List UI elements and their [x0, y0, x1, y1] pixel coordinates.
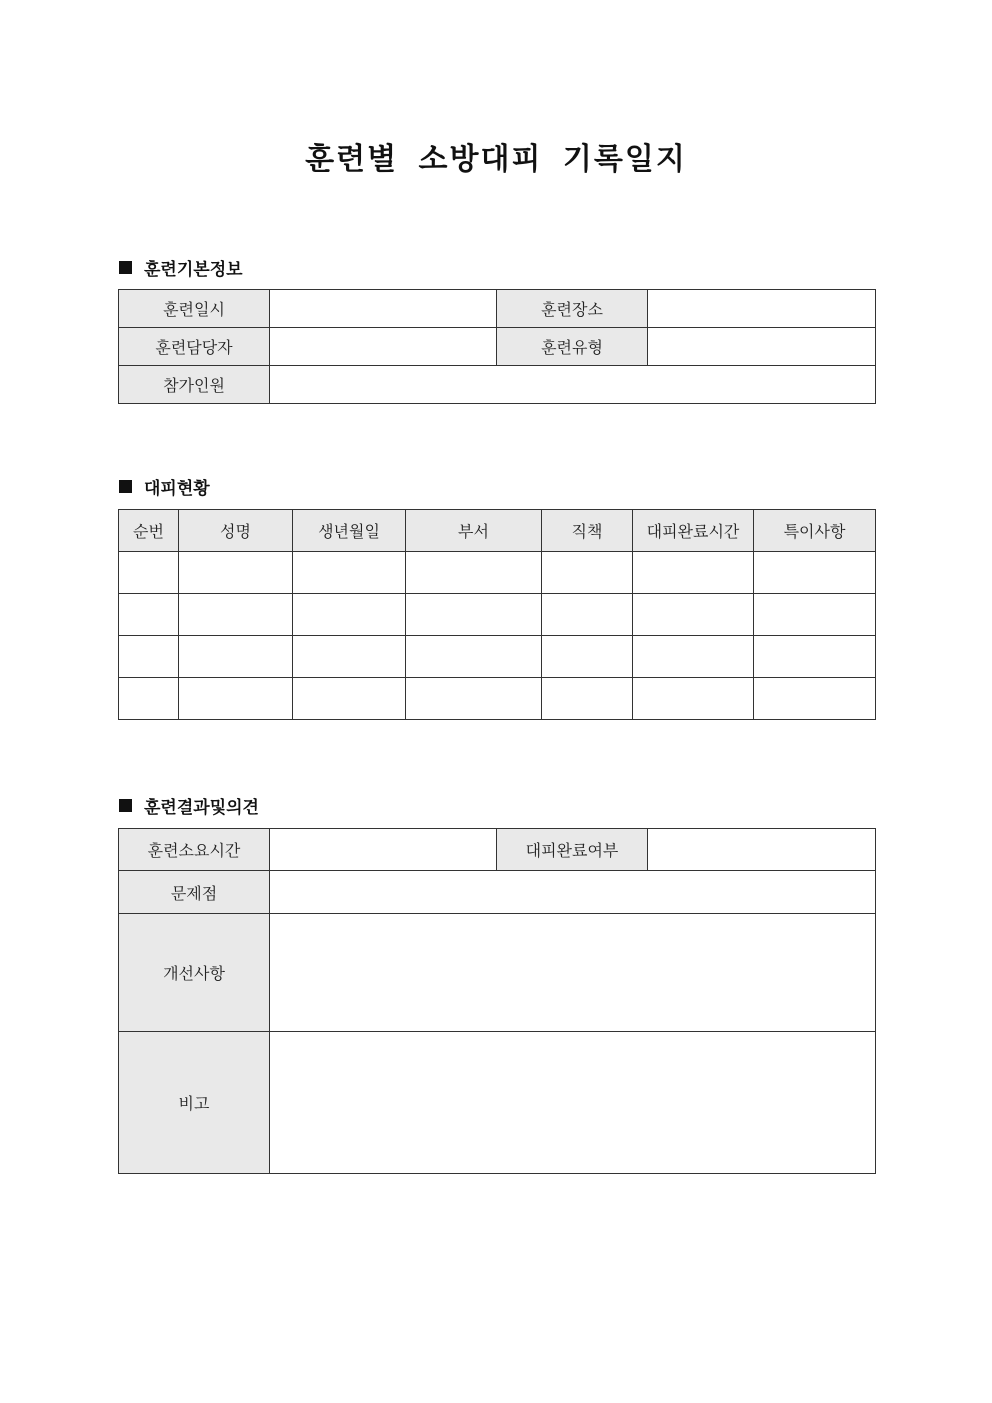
- column-header-position: 직책: [542, 510, 633, 552]
- training-place-label: 훈련장소: [497, 290, 648, 328]
- column-header-name: 성명: [179, 510, 293, 552]
- participants-label: 참가인원: [119, 366, 270, 404]
- evacuation-table: [118, 509, 876, 720]
- training-date-label: 훈련일시: [119, 290, 270, 328]
- table-cell[interactable]: [633, 678, 754, 720]
- training-date-field[interactable]: [270, 290, 497, 328]
- column-header-no: 순번: [119, 510, 179, 552]
- table-cell[interactable]: [293, 636, 406, 678]
- participants-field[interactable]: [270, 366, 876, 404]
- training-duration-label: 훈련소요시간: [119, 829, 270, 871]
- table-cell[interactable]: [754, 678, 876, 720]
- table-cell[interactable]: [406, 636, 542, 678]
- column-header-birthdate: 생년월일: [293, 510, 406, 552]
- improvements-field[interactable]: [270, 914, 876, 1032]
- document-title: 훈련별 소방대피 기록일지: [305, 142, 687, 177]
- table-cell[interactable]: [179, 552, 293, 594]
- table-cell[interactable]: [293, 678, 406, 720]
- column-header-department: 부서: [406, 510, 542, 552]
- table-cell[interactable]: [542, 636, 633, 678]
- training-manager-field[interactable]: [270, 328, 497, 366]
- evacuation-heading-text: 대피현황: [144, 479, 210, 499]
- table-cell[interactable]: [754, 552, 876, 594]
- table-cell[interactable]: [179, 636, 293, 678]
- training-place-field[interactable]: [648, 290, 876, 328]
- basic-info-heading: [119, 255, 243, 280]
- training-type-field[interactable]: [648, 328, 876, 366]
- table-cell[interactable]: [754, 594, 876, 636]
- remarks-field[interactable]: [270, 1032, 876, 1174]
- results-heading-text: 훈련결과및의견: [144, 798, 259, 818]
- evac-completion-field[interactable]: [648, 829, 876, 871]
- basic-info-heading-text: 훈련기본정보: [144, 260, 243, 280]
- problems-field[interactable]: [270, 871, 876, 914]
- table-cell[interactable]: [542, 678, 633, 720]
- table-row: [119, 594, 876, 636]
- remarks-label: 비고: [119, 1032, 270, 1174]
- evacuation-heading: [119, 474, 210, 499]
- table-cell[interactable]: [119, 678, 179, 720]
- training-duration-field[interactable]: [270, 829, 497, 871]
- square-bullet-icon: [119, 480, 132, 493]
- table-row: [119, 636, 876, 678]
- table-cell[interactable]: [406, 678, 542, 720]
- table-cell[interactable]: [293, 594, 406, 636]
- improvements-label: 개선사항: [119, 914, 270, 1032]
- training-manager-label: 훈련담당자: [119, 328, 270, 366]
- table-cell[interactable]: [542, 552, 633, 594]
- table-row: [119, 552, 876, 594]
- evacuation-header-row: [119, 510, 876, 552]
- evac-completion-label: 대피완료여부: [497, 829, 648, 871]
- training-type-label: 훈련유형: [497, 328, 648, 366]
- square-bullet-icon: [119, 799, 132, 812]
- table-cell[interactable]: [293, 552, 406, 594]
- results-table: [118, 828, 876, 1174]
- table-cell[interactable]: [179, 678, 293, 720]
- table-cell[interactable]: [406, 552, 542, 594]
- results-heading: [119, 793, 259, 818]
- table-row: [119, 678, 876, 720]
- table-cell[interactable]: [406, 594, 542, 636]
- table-cell[interactable]: [633, 594, 754, 636]
- problems-label: 문제점: [119, 871, 270, 914]
- table-cell[interactable]: [119, 552, 179, 594]
- table-cell[interactable]: [633, 552, 754, 594]
- table-cell[interactable]: [633, 636, 754, 678]
- table-cell[interactable]: [119, 636, 179, 678]
- table-cell[interactable]: [179, 594, 293, 636]
- column-header-notes: 특이사항: [754, 510, 876, 552]
- table-cell[interactable]: [542, 594, 633, 636]
- square-bullet-icon: [119, 261, 132, 274]
- column-header-evac-time: 대피완료시간: [633, 510, 754, 552]
- table-cell[interactable]: [119, 594, 179, 636]
- table-cell[interactable]: [754, 636, 876, 678]
- basic-info-table: [118, 289, 876, 404]
